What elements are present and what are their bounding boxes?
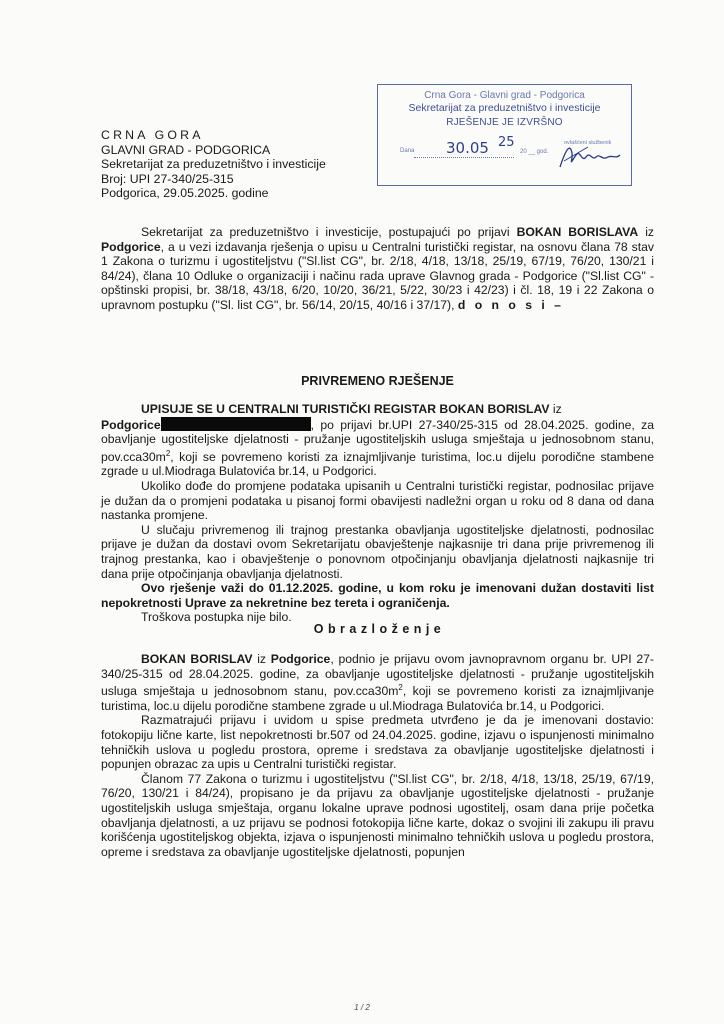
header-city: GLAVNI GRAD - PODGORICA	[101, 142, 271, 157]
stamp-line-3: RJEŠENJE JE IZVRŠNO	[446, 117, 563, 128]
header-country: CRNA GORA	[101, 128, 204, 142]
document-header	[101, 128, 326, 201]
stamp-date-value: 30.05	[446, 139, 489, 157]
document-body	[101, 225, 654, 313]
termination-paragraph: U slučaju privremenog ili trajnog prestanka obavljanja ugostiteljske djelatnosti, podnosilac prijave je dužan da dostavi ovom Sekretarijatu obavještenje najkasnije tri dana prije privremenog ili trajnog prestanka, kao i obavještenje o ponovnom otpočinjanju obavljanja djelatnosti najkasnije tri dana prije otpočinjanja obavljanja djelatnosti.	[101, 522, 654, 581]
redaction-bar	[161, 417, 311, 431]
stamp-year-value: 25	[498, 135, 515, 150]
decision-paragraph: UPISUJE SE U CENTRALNI TURISTIČKI REGISTAR BOKAN BORISLAV iz Podgorice , po prijavi br.UPI 27-340/25-315 od 28.04.2025. godine, za obavljanje ugostiteljske djelatnosti - pružanje ugostiteljskih usluga smještaja u jednosobnom stanu, $pov.cca30m^2$, koji se povremeno koristi za iznajmljivanje turistima, loc.u dijelu porodične stambene zgrade u ul.Miodraga Bulatovića br.14, u Podgorici.	[101, 402, 654, 479]
stamp-line-1: Crna Gora - Glavni grad - Podgorica	[424, 90, 585, 101]
intro-paragraph: Sekretarijat za preduzetništvo i investicije, postupajući po prijavi BOKAN BORISLAVA iz Podgorice, a u vezi izdavanja rješenja o upisu u Centralni turistički registar, na osnovu člana 78 stav 1 Zakona o turizmu i ugostiteljstvu ("Sl.list CG", br. 2/18, 4/18, 13/18, 25/19, 67/19, 76/20, 130/21 i 84/24), člana 10 Odluke o organizaciji i načinu rada uprave Glavnog grada - Podgorice ("Sl.list CG" - opštinski propisi, br. 38/18, 43/18, 6/20, 10/20, 36/21, 5/22, 30/23 i 42/23) i čl. 18, 19 i 22 Zakona o upravnom postupku ("Sl. list CG", br. 56/14, 20/15, 40/16 i 37/17), d o n o s i –	[101, 225, 654, 312]
header-department: Sekretarijat za preduzetništvo i investicije	[101, 157, 326, 172]
change-paragraph: Ukoliko dođe do promjene podataka upisanih u Centralni turistički registar, podnosilac prijave je dužan da o promjeni podataka u pisanoj formi obavijesti nadležni organ u roku od 8 dana od dana nastanka promjene.	[101, 479, 654, 523]
decision-block	[101, 402, 654, 625]
validity-paragraph: Ovo rješenje važi do 01.12.2025. godine, u kom roku je imenovani dužan dostaviti list nepokretnosti Uprave za nekretnine bez tereta i ograničenja.	[101, 581, 654, 610]
stamp-year-label: 20 __ god.	[520, 149, 549, 155]
stamp-date-row	[378, 135, 631, 165]
reasoning-title-block	[101, 622, 654, 637]
header-place-date: Podgorica, 29.05.2025. godine	[101, 186, 269, 201]
executive-stamp	[377, 84, 632, 186]
stamp-line-2: Sekretarijat za preduzetništvo i investicije	[408, 102, 601, 114]
reasoning-paragraph-2: Razmatrajući prijavu i uvidom u spise predmeta utvrđeno je da je imenovani dostavio: fotokopiju lične karte, list nepokretnosti br.507 od 24.04.2025. godine, izjavu o ispunjenosti minimalno tehničkih uslova u pogledu prostora, opreme i sredstava za obavljanje ugostiteljske djelatnosti i popunjen obrazac za upis u Centralni turistički registar.	[101, 713, 654, 772]
title-block	[101, 374, 654, 389]
header-number: Broj: UPI 27-340/25-315	[101, 171, 234, 186]
decision-title: PRIVREMENO RJEŠENJE	[301, 374, 454, 388]
stamp-date-line	[414, 157, 514, 158]
reasoning-title: O b r a z l o ž e n j e	[313, 622, 442, 636]
page-number: 1 / 2	[354, 1003, 370, 1012]
costs-paragraph: Troškova postupka nije bilo.	[141, 610, 292, 625]
reasoning-paragraph-1: BOKAN BORISLAV iz Podgorice, podnio je prijavu ovom javnopravnom organu br. UPI 27-340/25-315 od 28.04.2025. godine, za obavljanje ugostiteljske djelatnosti - pružanje ugostiteljskih usluga smještaja u jednosobnom stanu, $pov.cca30m^2$, koji se povremeno koristi za iznajmljivanje turistima, loc.u dijelu porodične stambene zgrade u ul.Miodraga Bulatovića br.14, u Podgorici.	[101, 652, 654, 713]
reasoning-block	[101, 652, 654, 859]
stamp-date-label: Dana	[400, 148, 415, 154]
stamp-officer-label: ovlašćeni službenik	[564, 140, 612, 146]
signature-icon	[554, 141, 624, 171]
reasoning-paragraph-3: Članom 77 Zakona o turizmu i ugostiteljstvu ("Sl.list CG", br. 2/18, 4/18, 13/18, 25/19, 67/19, 76/20, 130/21 i 84/24), propisano je da prijavu za obavljanje ugostiteljske djelatnosti - pružanje ugostiteljskih usluga smještaja, organu lokalne uprave podnosi ugostitelj, osam dana prije početka obavljanja djelatnosti, a uz prijavu se podnosi fotokopija lične karte, dokaz o svojini ili zakupu ili pravu korišćenja ugostiteljskog objekta, izjava o ispunjenosti minimalno tehničkih uslova u pogledu prostora, opreme i sredstava za obavljanje ugostiteljske djelatnosti, popunjen	[101, 771, 654, 859]
